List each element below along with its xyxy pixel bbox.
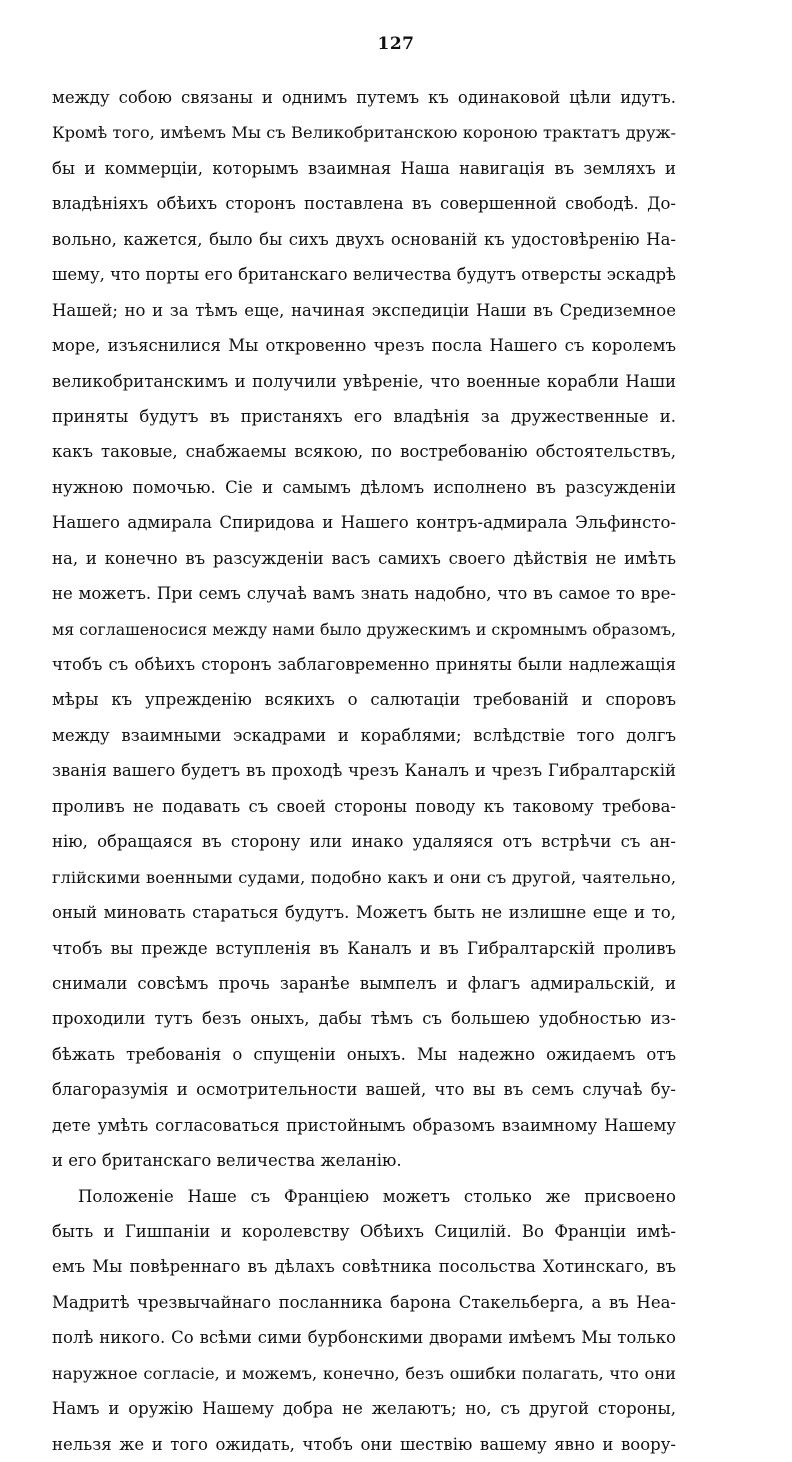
text-line: мя соглашеносися между нами было дружескимъ и скромнымъ образомъ, (52, 619, 676, 639)
text-line: чтобъ вы прежде вступленія въ Каналъ и въ Гибралтарскій проливъ (52, 938, 676, 958)
text-line: Кромѣ того, имѣемъ Мы съ Великобританскою короною трактатъ друж- (52, 123, 676, 143)
text-line: оный миновать стараться будутъ. Можетъ быть не излишне еще и то, (52, 903, 676, 923)
paragraph-1 (52, 80, 676, 1179)
text-body (52, 80, 676, 1462)
text-line: мѣры къ упрежденію всякихъ о салютаціи требованій и споровъ (52, 690, 676, 710)
text-line: между собою связаны и однимъ путемъ къ одинаковой цѣли идутъ. (52, 88, 676, 107)
text-line: шему, что порты его британскаго величества будутъ отверсты эскадрѣ (52, 265, 676, 285)
text-line: Нашего адмирала Спиридова и Нашего контръ-адмирала Эльфинсто- (52, 513, 676, 533)
paragraph-2 (52, 1179, 676, 1462)
text-line: чтобъ съ обѣихъ сторонъ заблаговременно приняты были надлежащія (52, 655, 676, 674)
text-line: бы и коммерціи, которымъ взаимная Наша навигація въ земляхъ и (52, 158, 676, 178)
text-line: снимали совсѣмъ прочь заранѣе вымпелъ и флагъ адмиральскій, и (52, 973, 676, 993)
text-line: глійскими военными судами, подобно какъ и они съ другой, чаятельно, (52, 867, 676, 887)
text-line: дете умѣть согласоваться пристойнымъ образомъ взаимному Нашему (52, 1115, 676, 1135)
text-line: нію, обращаяся въ сторону или инако удаляяся отъ встрѣчи съ ан- (52, 832, 676, 852)
text-line: приняты будутъ въ пристаняхъ его владѣнія за дружественные и. (52, 406, 676, 426)
text-line: Мадритѣ чрезвычайнаго посланника барона Стакельберга, а въ Неа- (52, 1292, 676, 1312)
text-line: не можетъ. При семъ случаѣ вамъ знать надобно, что въ самое то вре- (52, 584, 676, 604)
text-line: море, изъяснилися Мы откровенно чрезъ посла Нашего съ королемъ (52, 336, 676, 356)
text-line: полѣ никого. Со всѣми сими бурбонскими дворами имѣемъ Мы только (52, 1328, 676, 1348)
text-line: Положеніе Наше съ Франціею можетъ столько же присвоено (78, 1186, 676, 1206)
text-line: какъ таковые, снабжаемы всякою, по востребованію обстоятельствъ, (52, 442, 676, 462)
text-line: званія вашего будетъ въ проходѣ чрезъ Каналъ и чрезъ Гибралтарскій (52, 761, 676, 781)
text-line: быть и Гишпаніи и королевству Обѣихъ Сицилій. Во Франціи имѣ- (52, 1222, 676, 1241)
text-line: владѣніяхъ обѣихъ сторонъ поставлена въ совершенной свободѣ. До- (52, 194, 676, 214)
page-number: 127 (377, 34, 415, 54)
text-line: нельзя же и того ожидать, чтобъ они шествію вашему явно и воору- (52, 1434, 676, 1454)
text-line: великобританскимъ и получили увѣреніе, что военные корабли Наши (52, 371, 676, 391)
text-line: нужною помочью. Сіе и самымъ дѣломъ исполнено въ разсужденіи (52, 477, 676, 497)
text-line: между взаимными эскадрами и кораблями; вслѣдствіе того долгъ (52, 725, 676, 745)
text-line: Намъ и оружію Нашему добра не желаютъ; но, съ другой стороны, (52, 1399, 676, 1419)
text-line: вольно, кажется, было бы сихъ двухъ основаній къ удостовѣренію На- (52, 229, 676, 249)
text-line: бѣжать требованія о спущеніи оныхъ. Мы надежно ожидаемъ отъ (52, 1044, 676, 1064)
text-line: проливъ не подавать съ своей стороны поводу къ таковому требова- (52, 796, 676, 816)
text-line: благоразумія и осмотрительности вашей, что вы въ семъ случаѣ бу- (52, 1080, 676, 1100)
text-line: Нашей; но и за тѣмъ еще, начиная экспедиціи Наши въ Средиземное (52, 300, 676, 320)
text-line: емъ Мы повѣреннаго въ дѣлахъ совѣтника посольства Хотинскаго, въ (52, 1257, 676, 1277)
text-line: проходили тутъ безъ оныхъ, дабы тѣмъ съ большею удобностью из- (52, 1009, 676, 1029)
text-line: на, и конечно въ разсужденіи васъ самихъ своего дѣйствія не имѣть (52, 548, 676, 568)
text-line: и его британскаго величества желанію. (52, 1151, 402, 1171)
text-line: наружное согласіе, и можемъ, конечно, безъ ошибки полагать, что они (52, 1363, 676, 1383)
